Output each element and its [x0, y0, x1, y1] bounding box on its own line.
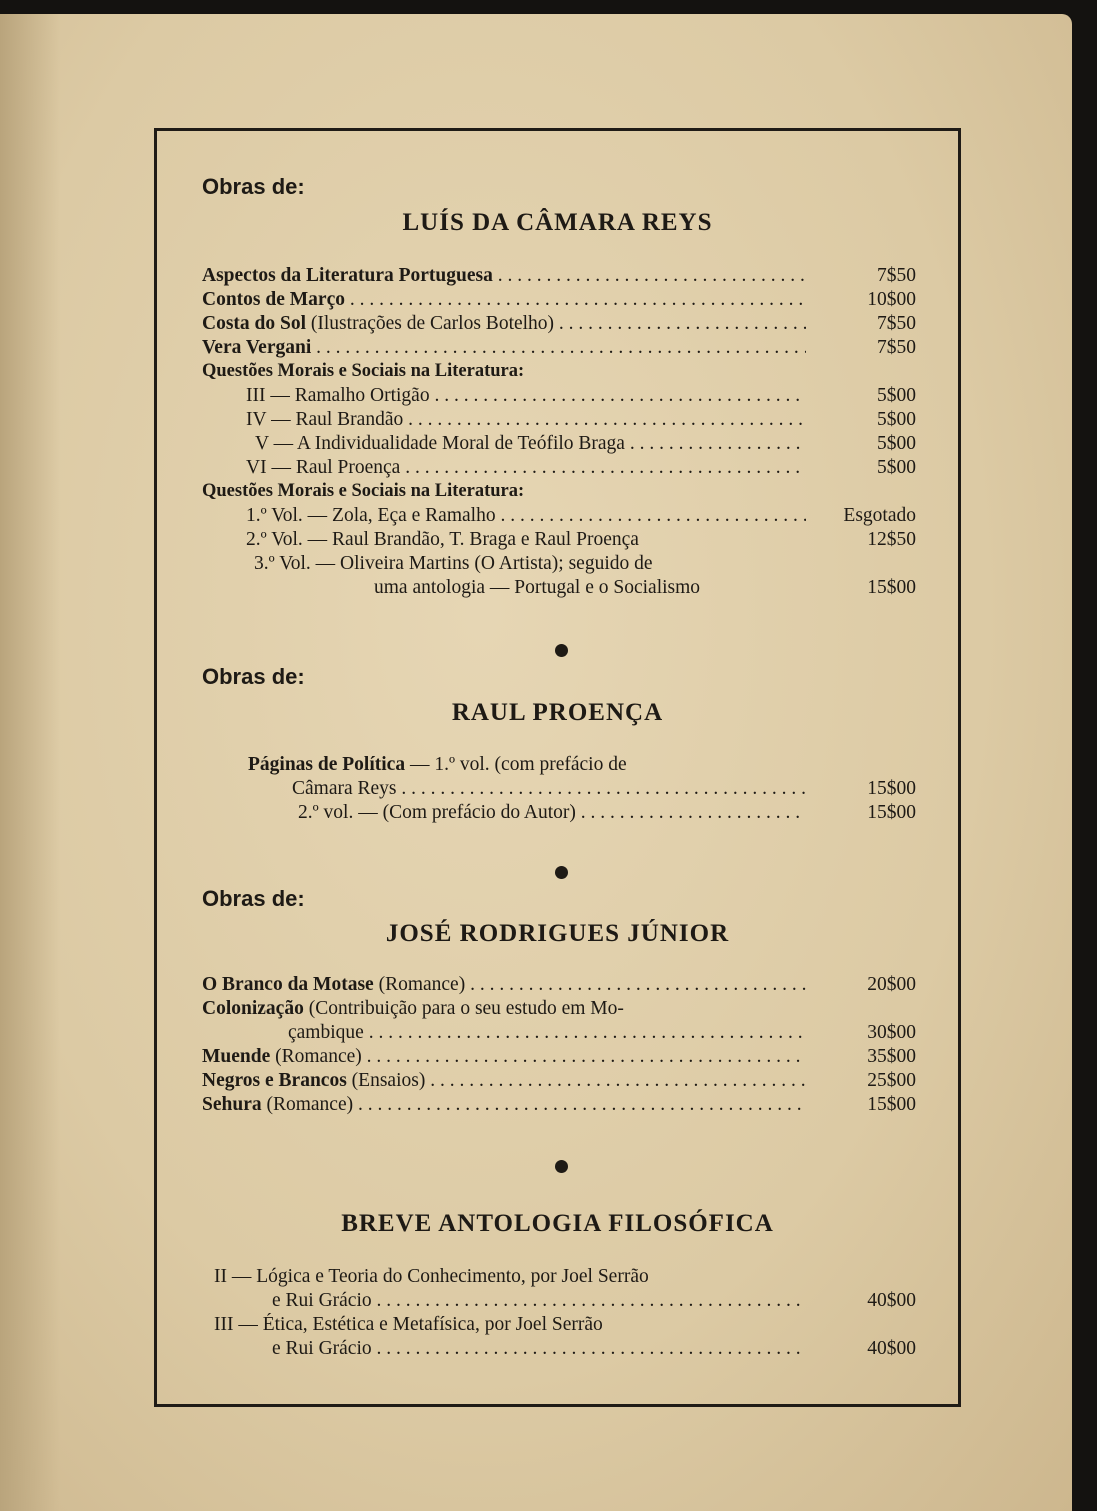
list-item — [202, 312, 916, 336]
collection-heading: BREVE ANTOLOGIA FILOSÓFICA — [341, 1210, 774, 1237]
list-item — [202, 997, 814, 1021]
book-price: 30$00 — [867, 1022, 916, 1043]
book-title: Muende — [202, 1046, 271, 1067]
volume-price: 15$00 — [867, 802, 916, 823]
volume-title: e Rui Grácio . . . — [272, 1289, 806, 1313]
book-price: 7$50 — [877, 313, 916, 334]
page-spine-shadow — [0, 14, 60, 1511]
book-note: (Contribuição para o seu estudo em Mo- — [303, 998, 624, 1019]
volume-title: 3.º Vol. — Oliveira Martins (O Artista); seguido de — [254, 553, 653, 574]
book-note: (Romance) — [373, 974, 466, 995]
obras-label: Obras de: — [202, 664, 305, 689]
volume-price: 5$00 — [877, 457, 916, 478]
volume-price: 40$00 — [867, 1338, 916, 1359]
volume-title: 2.º vol. — (Com prefácio do Autor) . . . — [298, 801, 806, 825]
list-item — [272, 1337, 916, 1361]
volume-title: III — Ramalho Ortigão . . . — [246, 384, 806, 408]
list-item — [202, 264, 916, 288]
section-separator-dot — [555, 866, 568, 879]
volume-price: 5$00 — [877, 385, 916, 406]
obras-label: Obras de: — [202, 886, 305, 911]
book-title: Vera Vergani — [202, 337, 312, 358]
frame-right-rule — [958, 128, 961, 1407]
list-item — [288, 1021, 916, 1045]
volume-title: V — A Individualidade Moral de Teófilo Braga . . . — [255, 432, 806, 456]
series-subheader: Questões Morais e Sociais na Literatura: — [202, 481, 525, 501]
volume-title: III — Ética, Estética e Metafísica, por Joel Serrão — [214, 1314, 603, 1335]
book-price: 7$50 — [877, 265, 916, 286]
list-item — [202, 973, 916, 997]
book-price: 15$00 — [867, 1094, 916, 1115]
volume-title: uma antologia — Portugal e o Socialismo — [374, 577, 701, 598]
list-item — [374, 576, 916, 600]
volume-title: IV — Raul Brandão . . . — [246, 408, 806, 432]
volume-title: 1.º Vol. — Zola, Eça e Ramalho . . . — [246, 504, 806, 528]
book-price: 15$00 — [867, 778, 916, 799]
book-note: Câmara Reys . . . — [292, 777, 806, 801]
author-heading: RAUL PROENÇA — [451, 699, 664, 726]
book-note: (Ilustrações de Carlos Botelho) — [306, 313, 555, 334]
list-item — [255, 432, 916, 456]
book-note: (Ensaios) — [346, 1070, 426, 1091]
book-title: Contos de Março — [202, 289, 345, 310]
book-note: — 1.º vol. (com prefácio de — [405, 754, 627, 775]
list-item — [202, 288, 916, 312]
list-item — [202, 1069, 916, 1093]
frame-top-rule — [155, 128, 960, 131]
volume-price: Esgotado — [843, 505, 916, 526]
list-item — [202, 336, 916, 360]
series-subheader: Questões Morais e Sociais na Literatura: — [202, 361, 525, 381]
volume-title: e Rui Grácio . . . — [272, 1337, 806, 1361]
section-separator-dot — [555, 1160, 568, 1173]
list-item — [214, 1265, 814, 1289]
volume-title: 2.º Vol. — Raul Brandão, T. Braga e Raul Proença — [246, 529, 639, 550]
volume-price: 12$50 — [867, 529, 916, 550]
book-price: 25$00 — [867, 1070, 916, 1091]
book-price: 20$00 — [867, 974, 916, 995]
list-item — [246, 504, 916, 528]
list-item — [248, 753, 810, 777]
book-note: çambique . . . — [288, 1021, 806, 1045]
volume-price: 15$00 — [867, 577, 916, 598]
book-title: Costa do Sol — [202, 313, 307, 334]
book-title: Páginas de Política — [248, 754, 406, 775]
frame-bottom-rule — [155, 1404, 960, 1407]
obras-label: Obras de: — [202, 174, 305, 199]
book-title: O Branco da Motase — [202, 974, 374, 995]
book-price: 10$00 — [867, 289, 916, 310]
author-heading: LUÍS DA CÂMARA REYS — [402, 209, 713, 236]
list-item — [292, 777, 916, 801]
list-item — [214, 1313, 814, 1337]
book-title: Sehura — [202, 1094, 262, 1115]
volume-price: 5$00 — [877, 433, 916, 454]
volume-price: 40$00 — [867, 1290, 916, 1311]
list-item — [202, 1045, 916, 1069]
list-item — [246, 528, 916, 552]
author-heading: JOSÉ RODRIGUES JÚNIOR — [385, 920, 730, 947]
list-item — [298, 801, 916, 825]
volume-price: 5$00 — [877, 409, 916, 430]
list-item — [202, 1093, 916, 1117]
book-note: (Romance) — [270, 1046, 362, 1067]
volume-title: VI — Raul Proença . . . — [246, 456, 806, 480]
book-note: (Romance) — [261, 1094, 354, 1115]
book-price: 7$50 — [877, 337, 916, 358]
volume-title: II — Lógica e Teoria do Conhecimento, por Joel Serrão — [214, 1266, 649, 1287]
section-separator-dot — [555, 644, 568, 657]
book-price: 35$00 — [867, 1046, 916, 1067]
list-item — [246, 456, 916, 480]
list-item — [272, 1289, 916, 1313]
book-title: Colonização — [202, 998, 304, 1019]
book-title: Negros e Brancos — [202, 1070, 347, 1091]
list-item — [246, 408, 916, 432]
list-item — [246, 384, 916, 408]
book-title: Aspectos da Literatura Portuguesa — [202, 265, 493, 286]
